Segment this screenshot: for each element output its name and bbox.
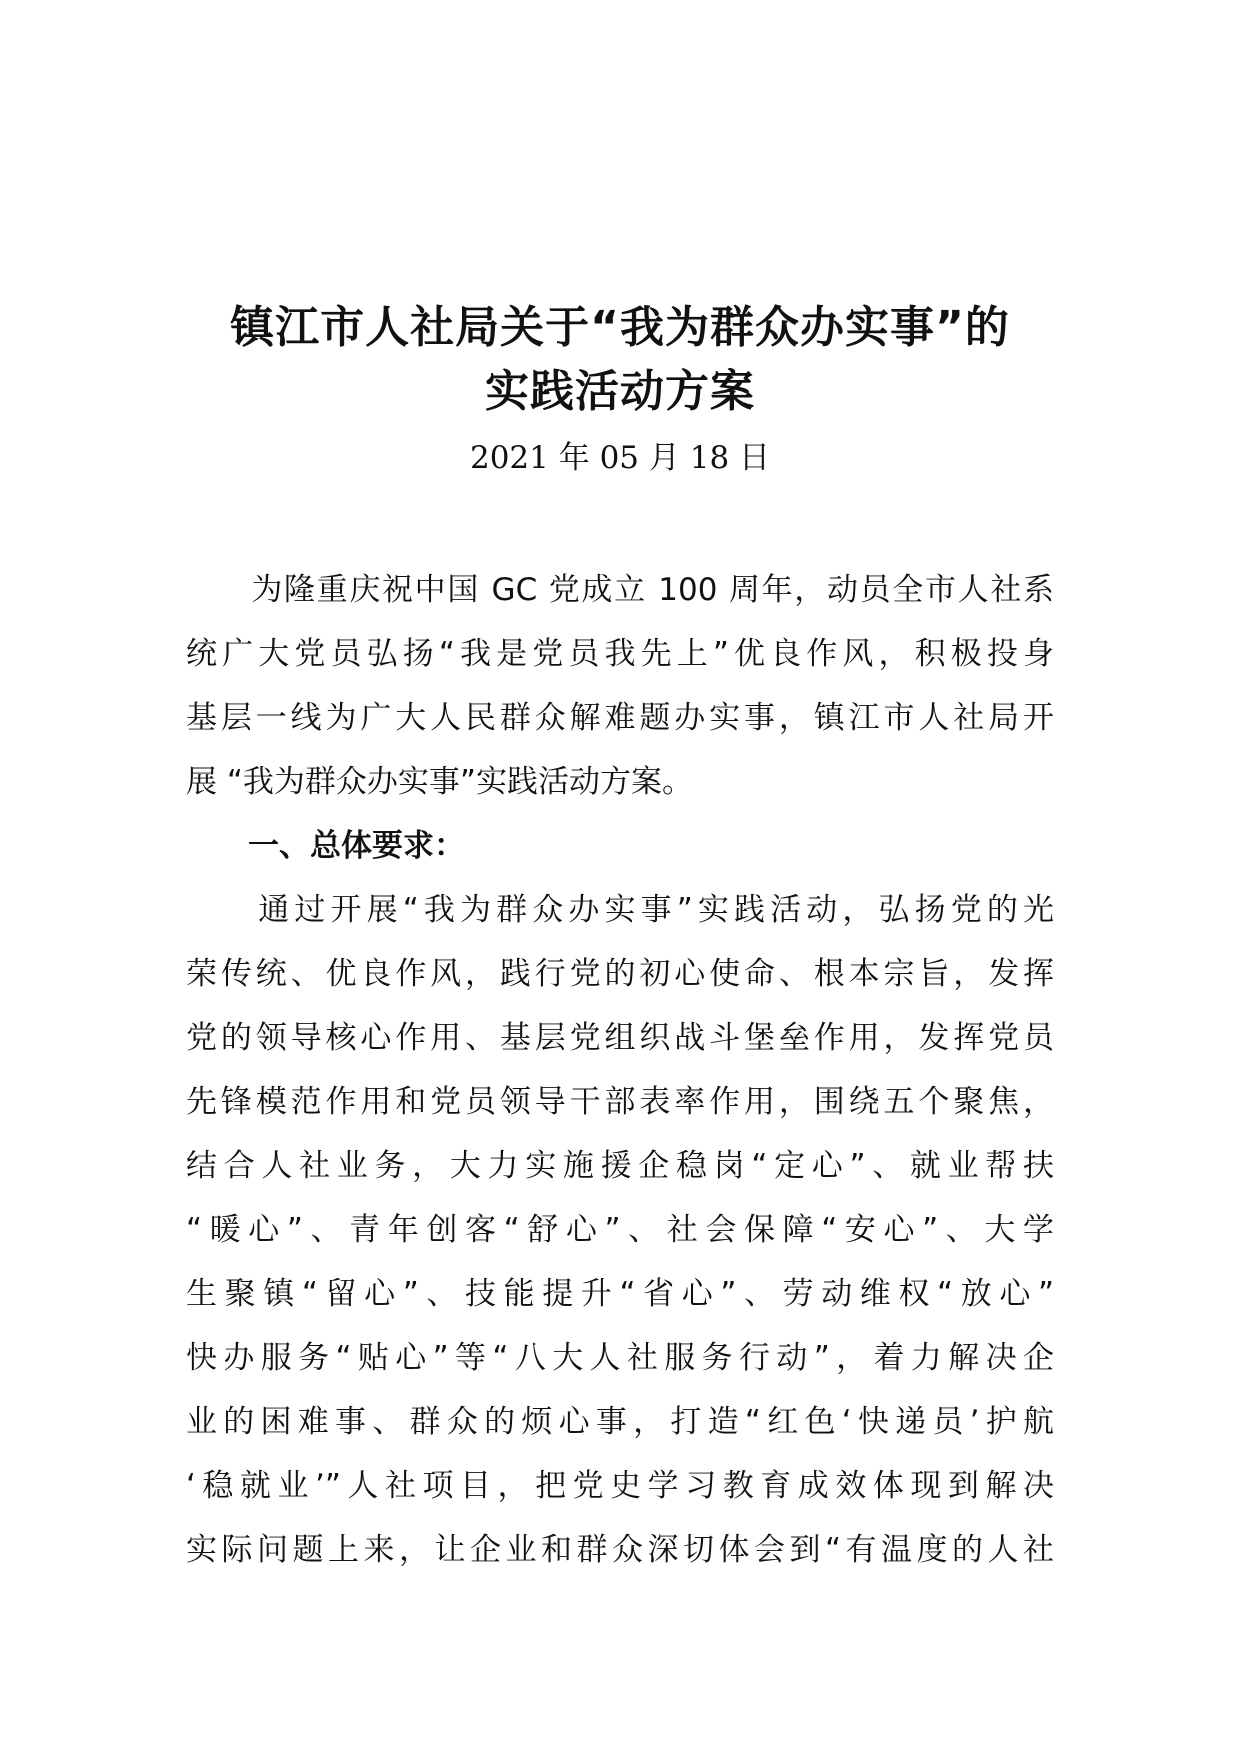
- text-line: 通过开展“我为群众办实事”实践活动，弘扬党的光: [186, 892, 1054, 928]
- text-line: 展 “我为群众办实事”实践活动方案。: [186, 764, 693, 800]
- title-line-2: 实践活动方案: [485, 366, 755, 417]
- document-body: [186, 558, 1054, 1582]
- document-title: [0, 296, 1240, 424]
- text-line: 荣传统、优良作风，践行党的初心使命、根本宗旨，发挥: [186, 956, 1054, 992]
- paragraph-intro: [186, 558, 1054, 814]
- text-line: 结合人社业务，大力实施援企稳岗“定心”、就业帮扶: [186, 1148, 1054, 1184]
- text-line: 实际问题上来，让企业和群众深切体会到“有温度的人社: [186, 1532, 1054, 1568]
- text-line: 统广大党员弘扬“我是党员我先上”优良作风，积极投身: [186, 636, 1054, 672]
- title-line-1: 镇江市人社局关于“我为群众办实事”的: [230, 302, 1010, 353]
- text-line: 先锋模范作用和党员领导干部表率作用，围绕五个聚焦，: [186, 1084, 1054, 1120]
- text-line: 生聚镇“留心”、技能提升“省心”、劳动维权“放心”: [186, 1276, 1054, 1312]
- text-line: 党的领导核心作用、基层党组织战斗堡垒作用，发挥党员: [186, 1020, 1054, 1056]
- document-date: 2021 年 05 月 18 日: [469, 440, 771, 476]
- text-line: 快办服务“贴心”等“八大人社服务行动”，着力解决企: [186, 1340, 1054, 1376]
- text-line: ‘稳就业’”人社项目，把党史学习教育成效体现到解决: [186, 1468, 1054, 1504]
- text-line: 业的困难事、群众的烦心事，打造“红色‘快递员’护航: [186, 1404, 1054, 1440]
- paragraph-requirements: [186, 878, 1054, 1582]
- text-line: 基层一线为广大人民群众解难题办实事，镇江市人社局开: [186, 700, 1054, 736]
- section-heading: 一、总体要求：: [248, 828, 465, 864]
- text-line: 为隆重庆祝中国 GC 党成立 100 周年，动员全市人社系: [186, 572, 1054, 608]
- text-line: “暖心”、青年创客“舒心”、社会保障“安心”、大学: [186, 1212, 1054, 1248]
